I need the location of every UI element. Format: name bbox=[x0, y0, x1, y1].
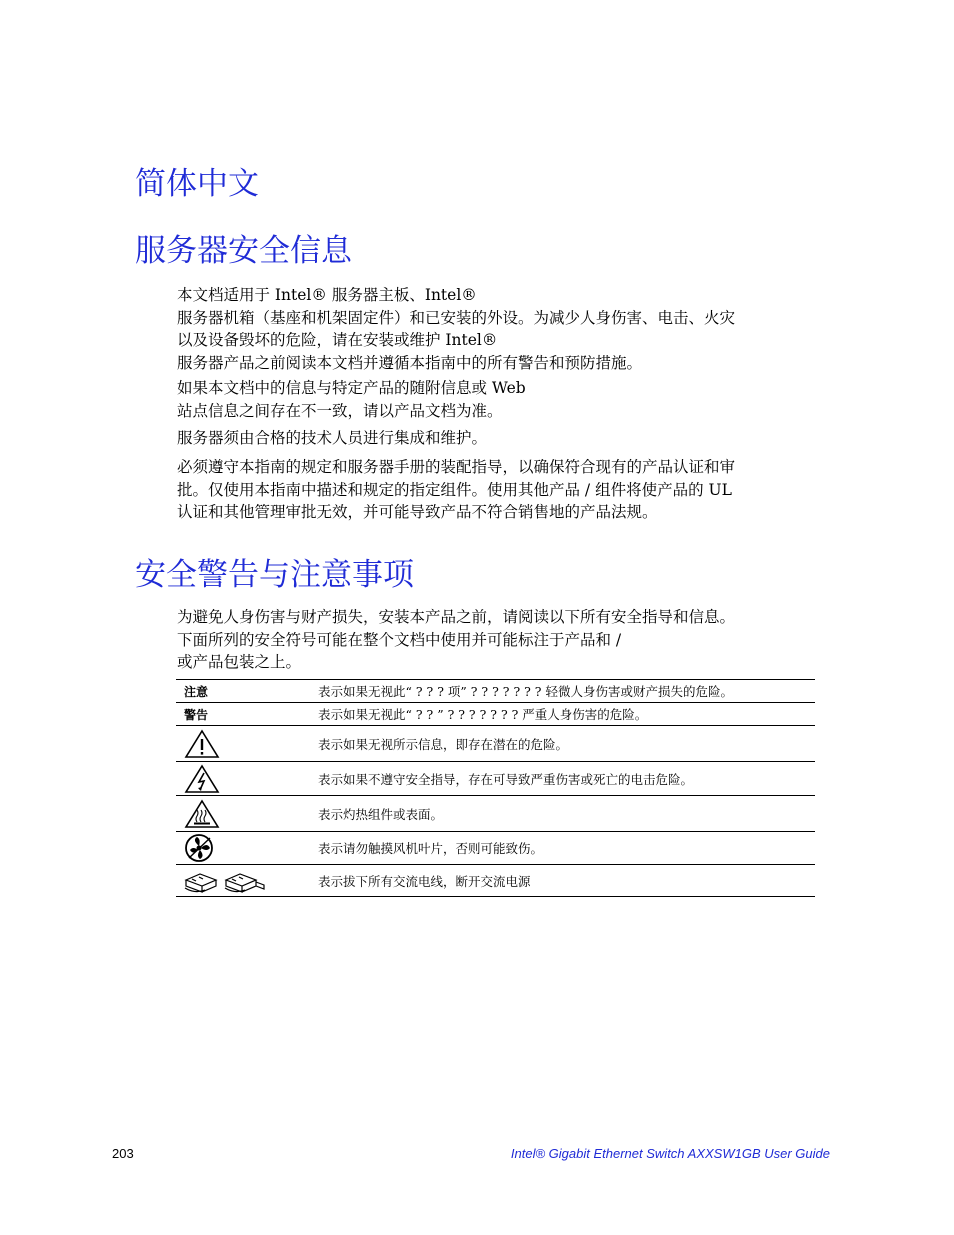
text-line: 为避免人身伤害与财产损失，安装本产品之前，请阅读以下所有安全指导和信息。 bbox=[177, 608, 736, 626]
heading-language: 简体中文 bbox=[135, 166, 259, 202]
text-line: 站点信息之间存在不一致，请以产品文档为准。 bbox=[177, 401, 503, 420]
intro-paragraph-3 bbox=[177, 427, 807, 450]
heading-warnings: 安全警告与注意事项 bbox=[135, 557, 414, 593]
intro-paragraph-4 bbox=[177, 456, 807, 524]
warning-label: 警告 bbox=[184, 707, 209, 722]
text-line: 本文档适用于 Intel® 服务器主板、Intel® bbox=[177, 286, 477, 304]
row-description: 表示灼热组件或表面。 bbox=[310, 796, 815, 832]
row-description: 表示如果无视此“ ? ? ” ? ? ? ? ? ? ? 严重人身伤害的危险。 bbox=[310, 703, 815, 726]
table-row bbox=[176, 796, 815, 832]
guide-title: Intel® Gigabit Ethernet Switch AXXSW1GB User Guide bbox=[510, 1146, 830, 1161]
text-line: 认证和其他管理审批无效，并可能导致产品不符合销售地的产品法规。 bbox=[177, 503, 658, 521]
text-line: 以及设备毁坏的危险，请在安装或维护 Intel® bbox=[177, 331, 498, 349]
text-line: 或产品包装之上。 bbox=[177, 653, 302, 671]
warnings-intro-paragraph bbox=[177, 606, 807, 674]
hot-surface-icon bbox=[184, 799, 220, 829]
text-line: 如果本文档中的信息与特定产品的随附信息或 Web bbox=[177, 379, 526, 397]
intro-paragraph-2 bbox=[177, 377, 807, 422]
text-line: 批。仅使用本指南中描述和规定的指定组件。使用其他产品 / 组件将使产品的 UL bbox=[177, 480, 732, 499]
text-line: 服务器产品之前阅读本文档并遵循本指南中的所有警告和预防措施。 bbox=[177, 353, 643, 372]
heading-server-safety: 服务器安全信息 bbox=[135, 233, 352, 269]
table-row bbox=[176, 703, 815, 726]
text-line: 服务器机箱（基座和机架固定件）和已安装的外设。为减少人身伤害、电击、火灾 bbox=[177, 308, 736, 327]
row-description: 表示拔下所有交流电线，断开交流电源 bbox=[310, 865, 815, 897]
intro-paragraph-1 bbox=[177, 284, 807, 374]
row-description: 表示请勿触摸风机叶片，否则可能致伤。 bbox=[310, 832, 815, 865]
exclamation-warning-icon bbox=[184, 729, 220, 759]
table-row bbox=[176, 832, 815, 865]
row-description: 表示如果无视所示信息，即存在潜在的危险。 bbox=[310, 726, 815, 762]
fan-blade-icon bbox=[184, 833, 216, 863]
text-line: 服务器须由合格的技术人员进行集成和维护。 bbox=[177, 429, 488, 447]
safety-symbols-table bbox=[176, 679, 815, 897]
table-row bbox=[176, 680, 815, 703]
caution-label: 注意 bbox=[184, 684, 209, 699]
text-line: 必须遵守本指南的规定和服务器手册的装配指导，以确保符合现有的产品认证和审 bbox=[177, 458, 736, 476]
row-description: 表示如果不遵守安全指导，存在可导致严重伤害或死亡的电击危险。 bbox=[310, 762, 815, 796]
table-row bbox=[176, 726, 815, 762]
electric-shock-icon bbox=[184, 764, 220, 794]
row-description: 表示如果无视此“ ? ? ? 项” ? ? ? ? ? ? ? 轻微人身伤害或财产损失的危险。 bbox=[310, 680, 815, 703]
text-line: 下面所列的安全符号可能在整个文档中使用并可能标注于产品和 / bbox=[177, 630, 622, 649]
table-row bbox=[176, 865, 815, 897]
table-row bbox=[176, 762, 815, 796]
unplug-power-icon bbox=[184, 868, 268, 894]
page-number: 203 bbox=[112, 1146, 134, 1161]
